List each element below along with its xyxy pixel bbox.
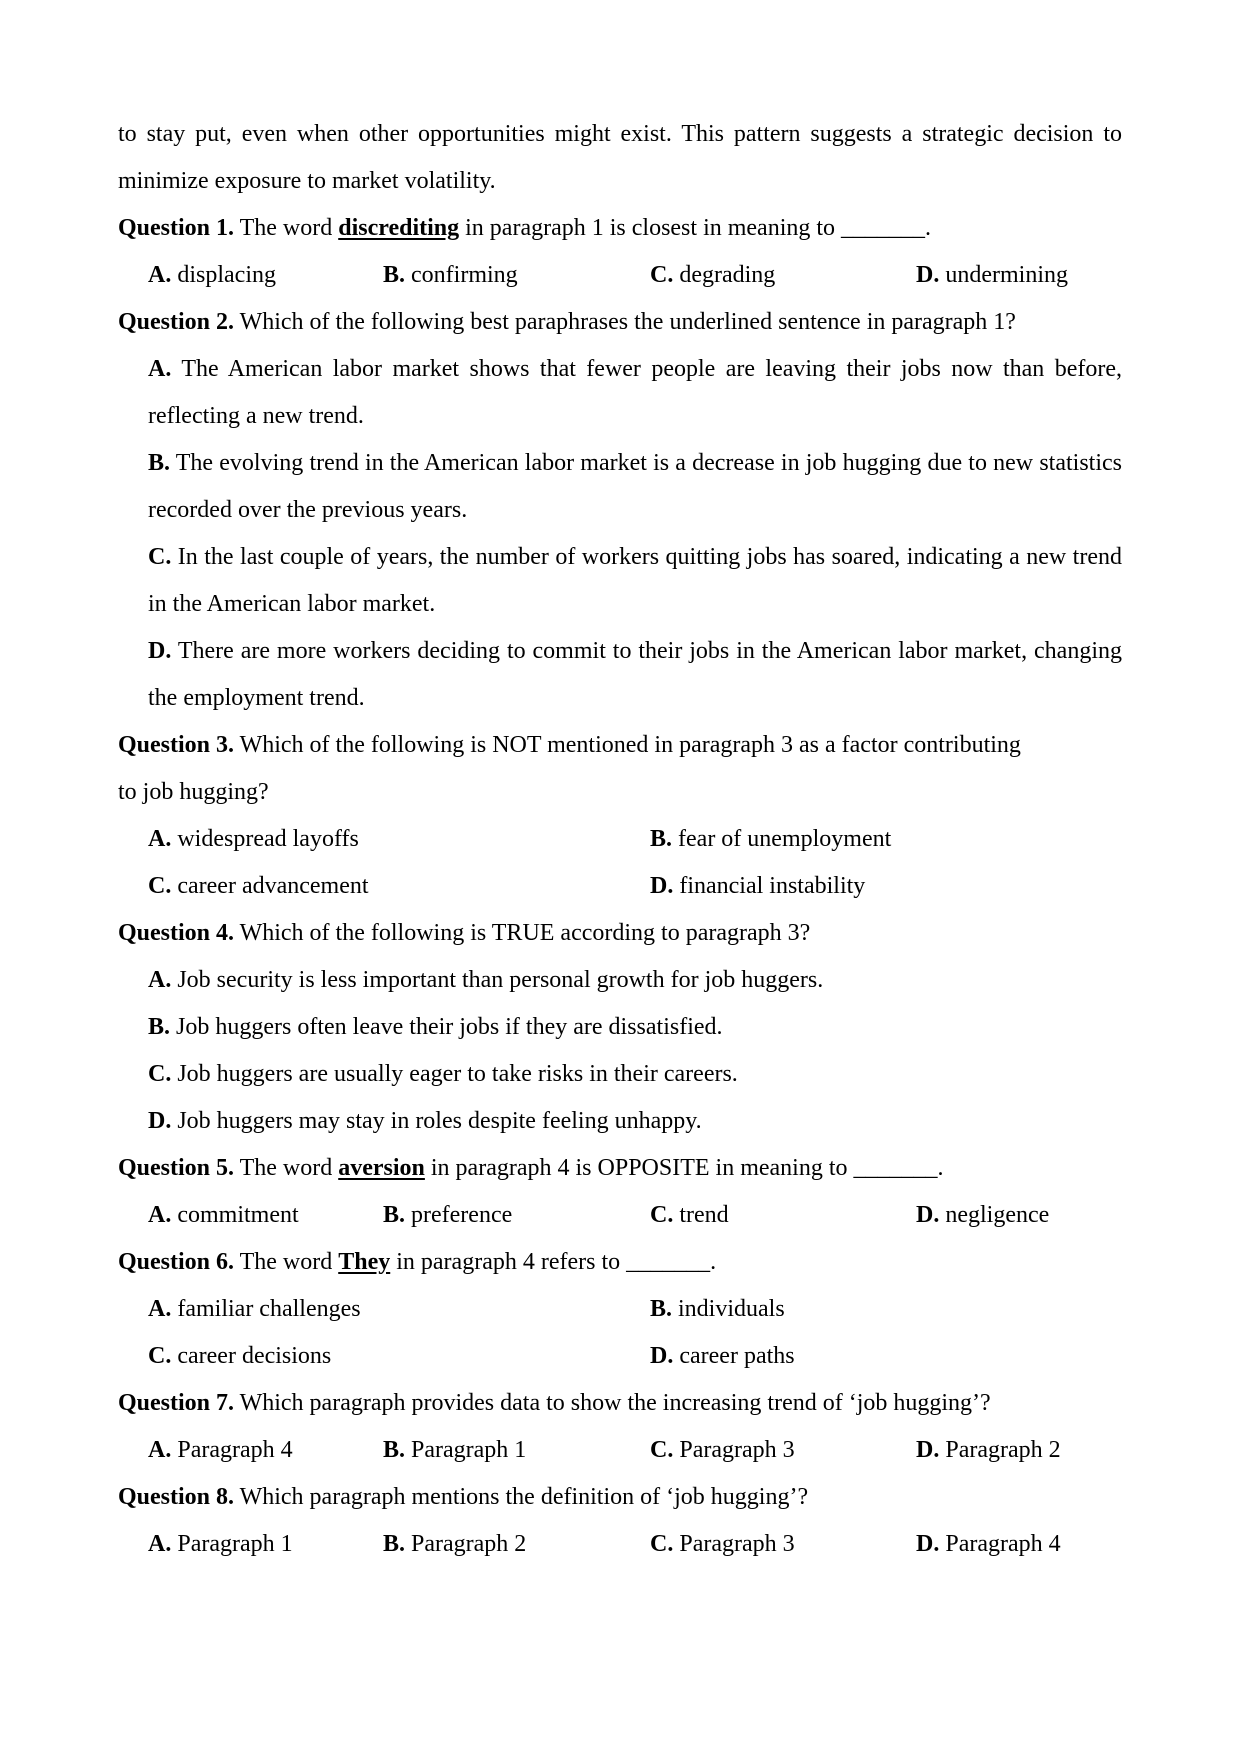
option-d[interactable]: D. career paths [650,1343,795,1369]
options-row [148,863,1138,910]
option-a[interactable]: A. Job security is less important than personal growth for job huggers. [148,967,824,993]
question-text: in paragraph 4 is OPPOSITE in meaning to _______. [424,1155,944,1181]
question-label: Question 4. [118,920,235,946]
option-b[interactable]: B. Job huggers often leave their jobs if they are dissatisfied. [148,1014,723,1040]
passage-tail: to stay put, even when other opportunities might exist. This pattern suggests a strategic decision to minimize exposure to market volatility. [118,121,1122,194]
options-row [148,252,1138,299]
question-label: Question 1. [118,215,235,241]
keyword: discrediting [338,215,460,241]
options-row [148,1286,1138,1333]
option-a[interactable]: A. familiar challenges [148,1296,361,1322]
option-d[interactable]: D. undermining [916,262,1068,288]
question-label: Question 5. [118,1155,235,1181]
option-c[interactable]: C. Job huggers are usually eager to take risks in their careers. [148,1061,738,1087]
question-text: Which of the following best paraphrases the underlined sentence in paragraph 1? [234,309,1016,335]
option-d[interactable]: D. financial instability [650,873,866,899]
question-label: Question 3. [118,732,235,758]
option-c[interactable]: C. degrading [650,262,776,288]
option-d[interactable]: D. Paragraph 4 [916,1531,1061,1557]
question-label: Question 6. [118,1249,235,1275]
question-text: The word [234,1249,339,1275]
option-a[interactable]: A. commitment [148,1202,299,1228]
question-text: Which of the following is NOT mentioned in paragraph 3 as a factor contributing [234,732,1021,758]
option-b[interactable]: B. The evolving trend in the American labor market is a decrease in job hugging due to new statistics recorded over the previous years. [148,450,1122,523]
question-label: Question 7. [118,1390,235,1416]
question-label: Question 8. [118,1484,235,1510]
question-4 [118,910,1138,957]
option-c[interactable]: C. Paragraph 3 [650,1531,795,1557]
question-text: Which paragraph provides data to show the increasing trend of ‘job hugging’? [234,1390,991,1416]
option-a[interactable]: A. The American labor market shows that fewer people are leaving their jobs now than before, reflecting a new trend. [148,356,1122,429]
keyword: They [338,1249,391,1275]
question-7 [118,1380,1138,1427]
option-c[interactable]: C. Paragraph 3 [650,1437,795,1463]
question-6 [118,1239,1138,1286]
question-3 [118,722,1138,769]
option-b[interactable]: B. Paragraph 1 [383,1437,527,1463]
question-label: Question 2. [118,309,235,335]
option-a[interactable]: A. Paragraph 4 [148,1437,293,1463]
option-d[interactable]: D. Job huggers may stay in roles despite feeling unhappy. [148,1108,702,1134]
option-c[interactable]: C. career decisions [148,1343,332,1369]
question-8 [118,1474,1138,1521]
question-2 [118,299,1138,346]
option-d[interactable]: D. Paragraph 2 [916,1437,1061,1463]
option-c[interactable]: C. trend [650,1202,729,1228]
option-b[interactable]: B. individuals [650,1296,785,1322]
option-a[interactable]: A. displacing [148,262,276,288]
question-1 [118,205,1138,252]
question-text: in paragraph 4 refers to _______. [390,1249,717,1275]
option-d[interactable]: D. There are more workers deciding to commit to their jobs in the American labor market, changing the employment trend. [148,638,1122,711]
question-text: Which of the following is TRUE according to paragraph 3? [234,920,811,946]
option-b[interactable]: B. Paragraph 2 [383,1531,527,1557]
option-b[interactable]: B. preference [383,1202,513,1228]
option-d[interactable]: D. negligence [916,1202,1050,1228]
question-3-continued: to job hugging? [118,779,269,805]
question-text: in paragraph 1 is closest in meaning to _______. [459,215,932,241]
option-a[interactable]: A. Paragraph 1 [148,1531,293,1557]
question-text: The word [234,1155,339,1181]
options-row [148,816,1138,863]
question-text: The word [234,215,339,241]
options-row [148,1521,1138,1568]
options-row [148,1192,1138,1239]
keyword: aversion [338,1155,425,1181]
option-a[interactable]: A. widespread layoffs [148,826,359,852]
options-row [148,1427,1138,1474]
options-row [148,1333,1138,1380]
option-b[interactable]: B. fear of unemployment [650,826,892,852]
question-text: Which paragraph mentions the definition of ‘job hugging’? [234,1484,809,1510]
question-5 [118,1145,1138,1192]
option-b[interactable]: B. confirming [383,262,518,288]
option-c[interactable]: C. In the last couple of years, the number of workers quitting jobs has soared, indicating a new trend in the American labor market. [148,544,1122,617]
option-c[interactable]: C. career advancement [148,873,369,899]
